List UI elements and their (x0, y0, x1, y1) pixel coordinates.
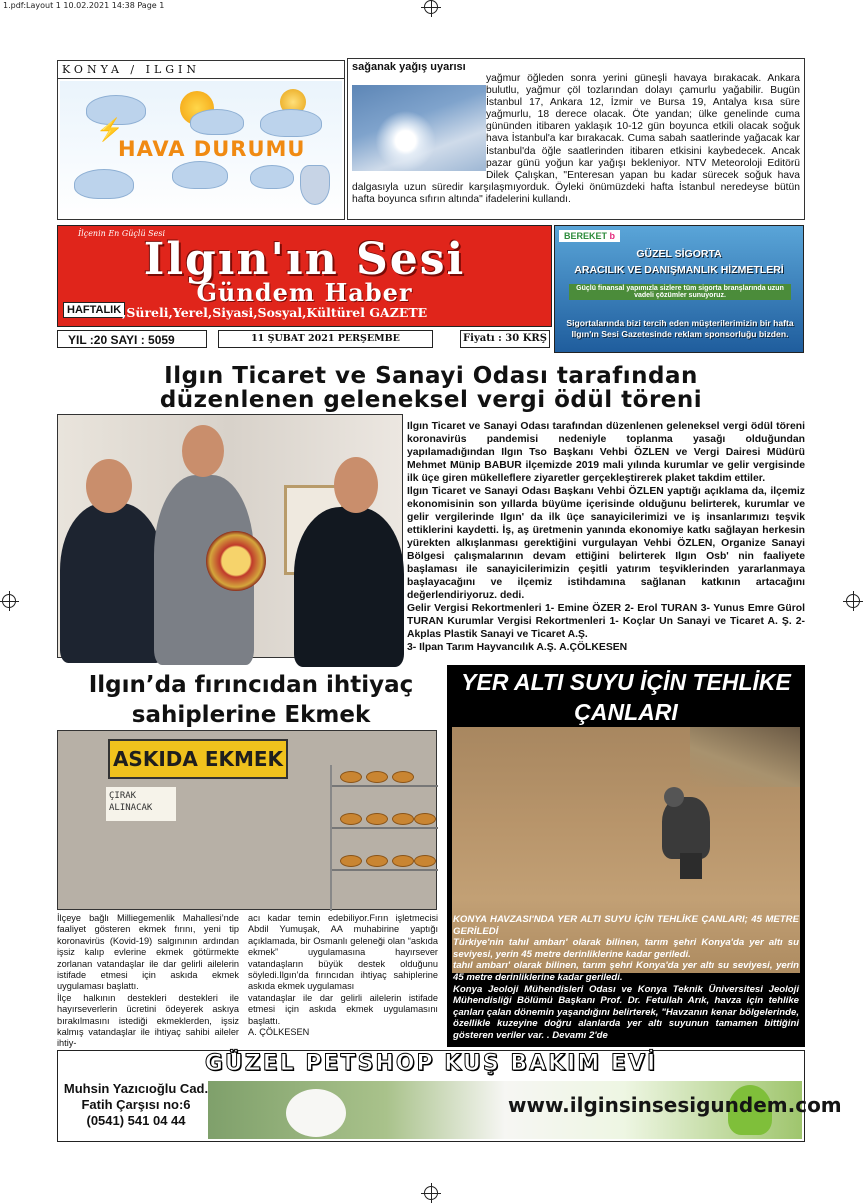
cloud-icon (190, 109, 244, 135)
ekmek-column-a: İlçeye bağlı Milliegemenlik Mahallesi’nde faaliyet gösteren ekmek fırını, yeni tip koronavirüs (Kovid-19) salgınının ardından işsiz kalıp evlerine ekmek götürmekte zorlanan vatandaşlar ile dar gelirli ailelerin istifade etmesi için askıda ekmek uygulaması başlattı. İlçe halkının destekleri destekleri ile hayırseverlerin ücretini ödeyerek askıya bırakılmasını istediği ekmeklerden, işsiz kalmış vatandaşlar ile ihtiyaç sahibi aileler ihtiy- (57, 913, 239, 1049)
issue-number: YIL :20 SAYI : 5059 (57, 330, 207, 348)
issue-date: 11 ŞUBAT 2021 PERŞEMBE (218, 330, 433, 348)
vergi-paragraph-3: Gelir Vergisi Rekortmenleri 1- Emine ÖZER 2- Erol TURAN 3- Yunus Emre Gürol TURAN Kurumlar Vergisi Rekortmenleri 1- Koçlar Un Sanayi ve Ticaret A. Ş. 2- Akplas Plastik Sanayi ve Ticaret A.Ş. (407, 603, 805, 640)
petshop-ad (57, 1050, 842, 1142)
ekmek-headline-line-1: Ilgın’da fırıncıdan ihtiyaç (88, 672, 414, 698)
masthead-tagline: İlçenin En Güçlü Sesi (78, 229, 166, 238)
snow-cloud-icon (74, 169, 134, 199)
groundwater-headline: YER ALTI SUYU İÇİN TEHLİKE ÇANLARI (461, 669, 791, 725)
note-line-1: ÇIRAK (109, 791, 137, 801)
person-left-head (86, 459, 132, 513)
registration-mark-right (846, 594, 860, 608)
award-ceremony-photo (57, 414, 403, 658)
petshop-address-line-2: Fatih Çarşısı no:6 (81, 1097, 191, 1112)
cloud-icon (260, 109, 322, 137)
sky-photo (352, 85, 486, 171)
weather-title: HAVA DURUMU (118, 137, 306, 161)
vergi-paragraph-1: Ilgın Ticaret ve Sanayi Odası tarafından düzenlenen geleneksel vergi ödül töreni koronavirüs pandemisi nedeniyle toplanma yasağı olduğundan yapılamadığından Ilgın Tso Başkanı Vehbi ÖZLEN ve Vergi Dairesi Müdürü Mehmet Münip BABUR ilçemizde 2019 mali yılında kurumlar ve gelir vergisinde ilk üçe giren mükelleflere ziyaretler gerçekleştirerek plaket takdim ettiler. (407, 421, 805, 484)
vergi-headline-line-1: Ilgın Ticaret ve Sanayi Odası tarafından (164, 363, 698, 389)
ad-line-4: Sigortalarında bizi tercih eden müşterilerimizin bir hafta Ilgın'ın Sesi Gazetesinde reklam sponsorluğu bizden. (566, 318, 794, 339)
weather-box (57, 60, 345, 220)
petshop-title: GÜZEL PETSHOP KUŞ BAKIM EVİ (204, 1051, 658, 1076)
rabbit-figure (286, 1089, 346, 1137)
askida-ekmek-sign: ASKIDA EKMEK (108, 739, 288, 779)
ad-brand-mark: b (609, 231, 616, 241)
petshop-phone: (0541) 541 04 44 (86, 1113, 186, 1128)
vergi-paragraph-2: Ilgın Ticaret ve Sanayi Odası Başkanı Vehbi ÖZLEN yaptığı açıklama da, ilçemiz ekonomisinin son yıllarda büyüme içerisinde olduğunu belirterek, kurumlar ve gelir vergilerinde Ilgın' da ilk üçe sanayicilerimizi ve iş insanlarımızı teşvik ettiklerini kaydetti. İş, aş üretmenin yanında ekonomiye katkı sağlayan herkesin yürekten alkışlanması gerektiğini vurgulayan Vehbi ÖZLEN, Organize Sanayi Bölgesi çalışmalarının devam ettiğini belirterek Ilgın Osb' nin faaliyete başlaması ile sanayicilerimizin çeşitli yatırım teşviklerinden yararlanmaya başlayacağını ve ilçemiz istihdamına sağlanan katkının artacağını değerlendiriyoruz. dedi. (407, 486, 805, 601)
bakery-photo (57, 730, 437, 910)
rain-headline: sağanak yağış uyarısı (352, 61, 466, 73)
masthead-title: Ilgın'ın Sesi (143, 234, 466, 285)
registration-mark-left (2, 594, 16, 608)
ad-line-3: Güçlü finansal yapımızla sizlere tüm sigorta branşlarında uzun vadeli çözümler sunuyoruz. (569, 284, 791, 300)
vergi-headline (57, 364, 805, 412)
tornado-icon (300, 165, 330, 205)
groundwater-body (453, 914, 799, 1042)
vergi-headline-line-2: düzenlenen geleneksel vergi ödül töreni (159, 387, 703, 413)
vergi-paragraph-4: 3- Ilpan Tarım Hayvancılık A.Ş. A.ÇÖLKESEN (407, 642, 628, 653)
groundwater-paragraph-3: Konya Jeoloji Mühendisleri Odası ve Konya Teknik Üniversitesi Jeoloji Mühendisliği Bölümü Başkanı Prof. Dr. Fetullah Arık, havza için tehlike çanları çalan dönemin yaşandığını belirterek, "Havzanın kenar bölgelerinde, özellikle kuzeyine doğru alanlarda yer altı suyunun tamamen bittiğini gösteren veriler var. . Devamı 2'de (453, 983, 799, 1041)
bread-rack (330, 765, 436, 911)
farmer-figure (662, 797, 710, 859)
vergi-body (407, 420, 805, 654)
note-line-2: ALINACAK (109, 803, 153, 813)
petshop-address-line-1: Muhsin Yazıcıoğlu Cad. (63, 1081, 209, 1096)
location-label: KONYA / ILGIN (58, 61, 344, 79)
award-plaque (206, 531, 266, 591)
petshop-address (62, 1081, 210, 1129)
lightning-icon: ⚡ (96, 117, 124, 142)
newspaper-website[interactable]: www.ilginsinsesigundem.com (508, 1093, 842, 1117)
ad-line-1: GÜZEL SİGORTA (636, 248, 722, 260)
ekmek-headline (57, 670, 445, 730)
masthead-subtitle: Gündem Haber (196, 278, 413, 307)
ad-brand: BEREKET (564, 231, 608, 241)
rain-warning-article (347, 58, 805, 220)
cloud-icon (250, 165, 294, 189)
masthead (57, 225, 552, 327)
farmer-legs (680, 853, 702, 879)
groundwater-paragraph-1: Türkiye'nin tahıl ambarı' olarak bilinen, tarım şehri Konya'da yer altı su seviyesi, yerin 45 metre derinliklerine kadar geriledi. (453, 937, 799, 960)
person-right (294, 507, 404, 667)
bare-trees (690, 727, 800, 787)
ad-line-2: ARACILIK VE DANIŞMANLIK HİZMETLERİ (574, 264, 784, 276)
person-center-head (182, 425, 224, 477)
person-right-head (334, 457, 378, 513)
ad-brand-logo (559, 230, 620, 242)
issue-price: Fiyatı : 30 KRŞ (460, 330, 550, 348)
ekmek-column-b: acı kadar temin edebiliyor.Fırın işletmecisi Abdil Yumuşak, AA muhabirine yaptığı açıklamada, bir Osmanlı geleneği olan “askıda ekmek” uygulamasına hayırsever vatandaşların büyük destek olduğunu söyledi.Ilgın’da fırıncıdan ihtiyaç sahiplerine askıda ekmek uygulaması vatandaşlar ile dar gelirli ailelerin istifade etmesi için askıda ekmek uygulamasını başlattı. A. ÇÖLKESEN (248, 913, 438, 1038)
rain-body: yağmur öğleden sonra yerini güneşli havaya bırakacak. Ankara bulutlu, yağmur çöl tozlarından dolayı çamurlu yağabilir. Bugün İstanbul 17, Ankara 12, İzmir ve Bursa 19, Antalya kısa süre yağmurlu, 18 derece olacak. Öte yandan; ülke genelinde cuma gününden itibaren yaklaşık 10-12 gün boyunca etkili olacak soğuk hava İstanbul'a kar bırakacak. Cuma sabah saatlerinde yağacak kar İstanbul'da öğle saatlerinden itibaren etkisini kaybedecek. Ancak pazar günü yoğun kar yağışı bekleniyor. NTV Meteoroloji Editörü Dilek Çalışkan, "Enteresan yapan bu kadar sürecek soğuk hava dalgasıyla uzun süredir karşılaşmıyorduk. Öyleki önümüzdeki hafta İstanbul neredeyse bütün hafta boyunca sıfırın altında" ifadelerini kullandı. (352, 73, 800, 205)
person-left (60, 503, 164, 663)
insurance-ad (554, 225, 804, 353)
farmer-head (664, 787, 684, 807)
rain-cloud-icon (172, 161, 228, 189)
apprentice-note (106, 787, 176, 821)
masthead-descriptor: ,Süreli,Yerel,Siyasi,Sosyal,Kültürel GAZETE (122, 305, 428, 320)
registration-mark-bottom (424, 1186, 438, 1200)
weekly-badge: HAFTALIK (63, 302, 125, 318)
groundwater-lead: KONYA HAVZASI'NDA YER ALTI SUYU İÇİN TEHLİKE ÇANLARI; 45 METRE GERİLEDİ (453, 914, 799, 937)
groundwater-paragraph-2: tahıl ambarı' olarak bilinen, tarım şehri Konya'da yer altı su seviyesi, yerin 45 metre derinliklerine kadar geriledi. (453, 960, 799, 983)
ekmek-headline-line-2: sahiplerine Ekmek (131, 702, 371, 728)
registration-mark-top (424, 0, 438, 14)
petshop-photo (208, 1081, 842, 1139)
print-slug: 1.pdf:Layout 1 10.02.2021 14:38 Page 1 (3, 1, 165, 10)
